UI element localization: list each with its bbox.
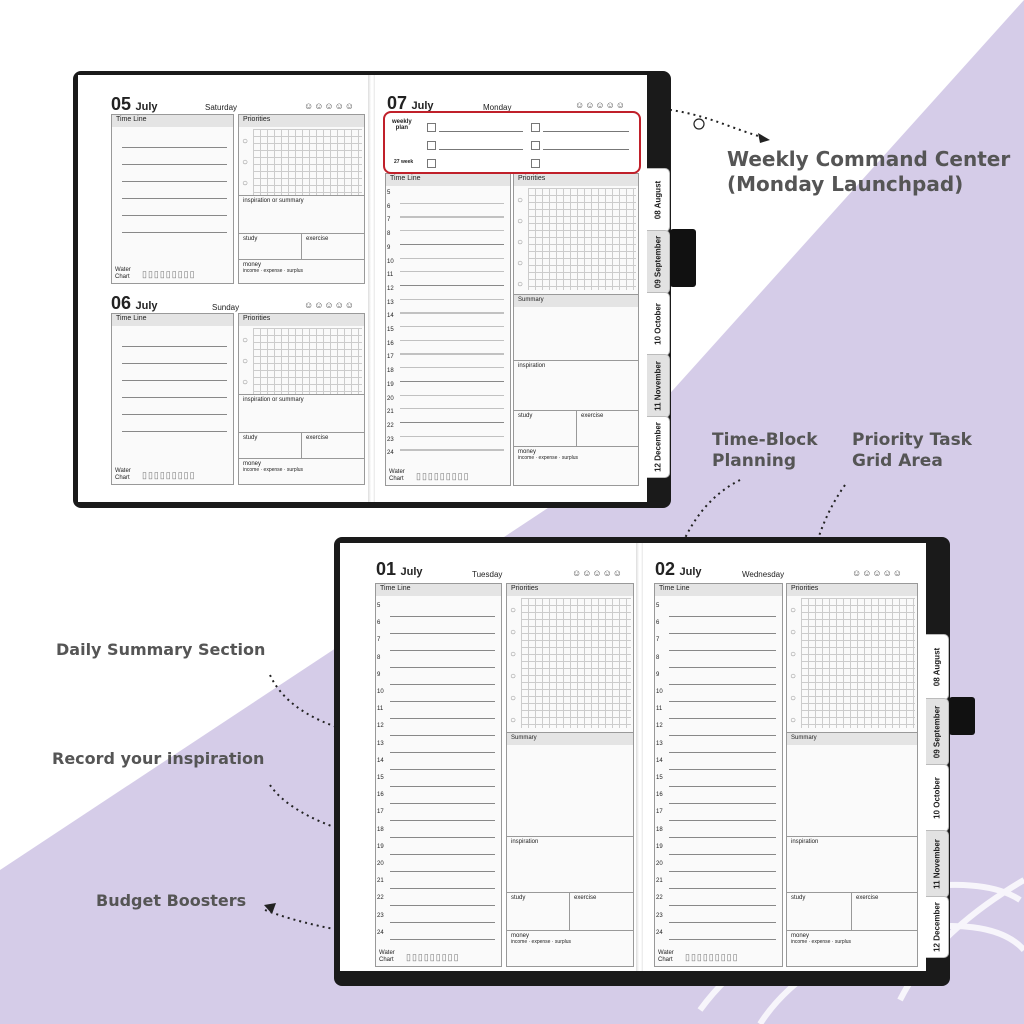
summary-box: Summary [787,732,917,832]
tab-label: 09 September [932,705,942,759]
money-subfields: income · expense · surplus [518,455,579,461]
month-tab[interactable] [926,896,949,958]
money-row [514,446,638,485]
water-line: Water [389,469,405,475]
priority-grid [521,598,631,728]
study-exercise-row [239,233,364,259]
weekly-plan-line: plan [395,125,409,131]
study-label: study [243,236,258,242]
water-cups-icon: ▯▯▯▯▯▯▯▯▯ [416,471,470,481]
water-line: Chart [115,274,130,280]
day-header [111,293,158,314]
bookmark-ribbon [670,229,696,287]
month-tab[interactable] [647,416,670,478]
timeline-column [111,313,234,485]
weekday-label: Monday [483,103,512,112]
summary-box: Summary [507,732,633,832]
tab-label: 11 November [653,361,663,411]
page-right [643,543,926,971]
inspiration-box: inspiration [787,836,917,892]
study-label: study [243,435,258,441]
page-left [78,75,370,502]
writing-lines [390,600,495,944]
tab-label: 08 August [932,647,942,687]
exercise-label: exercise [576,411,607,447]
callout-time-block [712,430,818,473]
week-number: 27 week [394,159,414,165]
mood-faces-icon: ☺☺☺☺☺ [304,101,355,111]
mood-faces-icon: ☺☺☺☺☺ [572,568,623,578]
mood-faces-icon: ☺☺☺☺☺ [304,300,355,310]
study-exercise-row [514,410,638,446]
priority-circles-icon: ○ ○ ○ ○ ○ [517,195,524,290]
water-cups-icon: ▯▯▯▯▯▯▯▯▯ [142,269,196,279]
tab-label: 12 December [932,902,942,952]
study-label: study [511,895,526,901]
page-left [340,543,638,971]
writing-lines [669,600,776,944]
timeline-column [654,583,783,967]
column-title: Priorities [507,584,633,596]
water-chart-label [389,469,405,483]
money-label: money [791,933,810,939]
column-title: Time Line [376,584,501,596]
day-header [376,559,423,580]
callout-line: Time-Block [712,430,818,450]
weekly-plan-highlight [383,111,641,174]
callout-line: (Monday Launchpad) [727,172,964,196]
inspiration-box: inspiration [514,360,638,410]
month-label: July [411,100,434,112]
inspiration-box: inspiration [507,836,633,892]
month-label: July [679,566,702,578]
money-row [787,930,917,966]
water-chart-label [658,950,674,964]
priority-grid [801,598,915,728]
water-line: Chart [115,475,130,481]
weekly-plan-line: weekly [392,119,412,125]
water-line: Water [379,950,395,956]
priority-circles-icon: ○ ○ ○ ○ ○ ○ [790,605,797,726]
weekday-label: Saturday [205,103,238,112]
water-chart-label [115,267,131,281]
month-tab[interactable] [647,292,670,356]
study-label: study [518,413,533,419]
hour-labels: 5 6 7 8 9 10 11 12 13 14 15 16 17 18 19 20 21 22 23 24 [387,190,394,457]
tab-label: 11 November [932,839,942,889]
writing-lines [122,131,227,243]
day-header [655,559,702,580]
callout-daily-summary: Daily Summary Section [56,640,266,659]
day-header [111,94,158,115]
money-subfields: income · expense · surplus [511,939,572,945]
priorities-column [238,313,365,485]
timeline-column [385,173,511,486]
day-number: 05 [111,94,132,114]
connector-dot [694,119,704,129]
water-line: Chart [389,476,404,482]
callout-line: Priority Task [852,430,972,450]
summary-box: Summary [514,294,638,349]
exercise-label: exercise [301,433,332,459]
money-label: money [511,933,530,939]
month-tab[interactable] [647,354,670,418]
study-exercise-row [787,892,917,930]
priority-grid [253,328,362,394]
callout-inspiration: Record your inspiration [52,749,265,768]
money-label: money [243,262,262,268]
money-subfields: income · expense · surplus [243,467,304,473]
callout-budget: Budget Boosters [96,891,247,910]
priority-circles-icon: ○ ○ ○ [242,335,249,388]
tab-label: 09 September [653,235,663,289]
month-label: July [135,300,158,312]
bookmark-ribbon [949,697,975,735]
tab-label: 08 August [653,180,663,220]
water-chart-label [115,468,131,482]
water-cups-icon: ▯▯▯▯▯▯▯▯▯ [406,952,460,962]
writing-lines [122,330,227,444]
callout-priority [852,430,972,473]
money-subfields: income · expense · surplus [243,268,304,274]
day-number: 01 [376,559,397,579]
priority-grid [253,129,362,195]
column-title: Priorities [239,314,364,326]
arrow-head [758,133,770,143]
weekday-label: Wednesday [742,570,785,579]
column-title: Time Line [655,584,782,596]
column-title: Time Line [112,314,233,326]
money-label: money [518,449,537,455]
mood-faces-icon: ☺☺☺☺☺ [852,568,903,578]
study-exercise-row [239,432,364,458]
water-line: Chart [658,957,673,963]
water-line: Water [115,468,131,474]
callout-weekly-command [727,147,1010,197]
mood-faces-icon: ☺☺☺☺☺ [575,100,626,110]
tab-label: 10 October [653,303,663,345]
priorities-column [506,583,634,967]
water-cups-icon: ▯▯▯▯▯▯▯▯▯ [685,952,739,962]
priorities-column [238,114,365,284]
water-cups-icon: ▯▯▯▯▯▯▯▯▯ [142,470,196,480]
water-chart-label [379,950,395,964]
exercise-label: exercise [569,893,600,931]
callout-line: Planning [712,451,797,472]
month-tab[interactable] [926,830,949,898]
priorities-column [513,173,639,486]
column-title: Priorities [239,115,364,127]
study-exercise-row [507,892,633,930]
priority-circles-icon: ○ ○ ○ ○ ○ ○ [510,605,517,726]
study-label: study [791,895,806,901]
water-line: Chart [379,957,394,963]
column-title: Time Line [112,115,233,127]
timeline-column [111,114,234,284]
money-label: money [243,461,262,467]
weekday-label: Tuesday [472,570,503,579]
month-label: July [400,566,423,578]
column-title: Priorities [787,584,917,596]
month-label: July [135,101,158,113]
priorities-column [786,583,918,967]
exercise-label: exercise [851,893,882,931]
callout-line: Grid Area [852,451,943,472]
money-row [239,458,364,484]
tab-label: 10 October [932,777,942,819]
day-number: 06 [111,293,132,313]
callout-line: Weekly Command Center [727,147,1011,171]
money-subfields: income · expense · surplus [791,939,852,945]
inspiration-summary-box: inspiration or summary [239,394,364,432]
money-row [507,930,633,966]
month-tab[interactable] [647,168,670,232]
money-row [239,259,364,283]
month-tab[interactable] [647,230,670,294]
exercise-label: exercise [301,234,332,260]
month-tab[interactable] [926,634,949,700]
day-number: 07 [387,93,408,113]
day-number: 02 [655,559,676,579]
tab-label: 12 December [653,422,663,472]
column-title: Time Line [386,174,510,186]
inspiration-summary-box: inspiration or summary [239,195,364,233]
writing-lines [400,190,504,463]
month-tab[interactable] [926,764,949,832]
priority-circles-icon: ○ ○ ○ [242,136,249,189]
water-line: Water [115,267,131,273]
hour-labels: 5 6 7 8 9 10 11 12 13 14 15 16 17 18 19 20 21 22 23 24 [656,603,663,936]
priority-grid [528,188,636,290]
water-line: Water [658,950,674,956]
timeline-column [375,583,502,967]
weekday-label: Sunday [212,303,240,312]
month-tab[interactable] [926,698,949,766]
column-title: Priorities [514,174,638,186]
hour-labels: 5 6 7 8 9 10 11 12 13 14 15 16 17 18 19 20 21 22 23 24 [377,603,384,936]
